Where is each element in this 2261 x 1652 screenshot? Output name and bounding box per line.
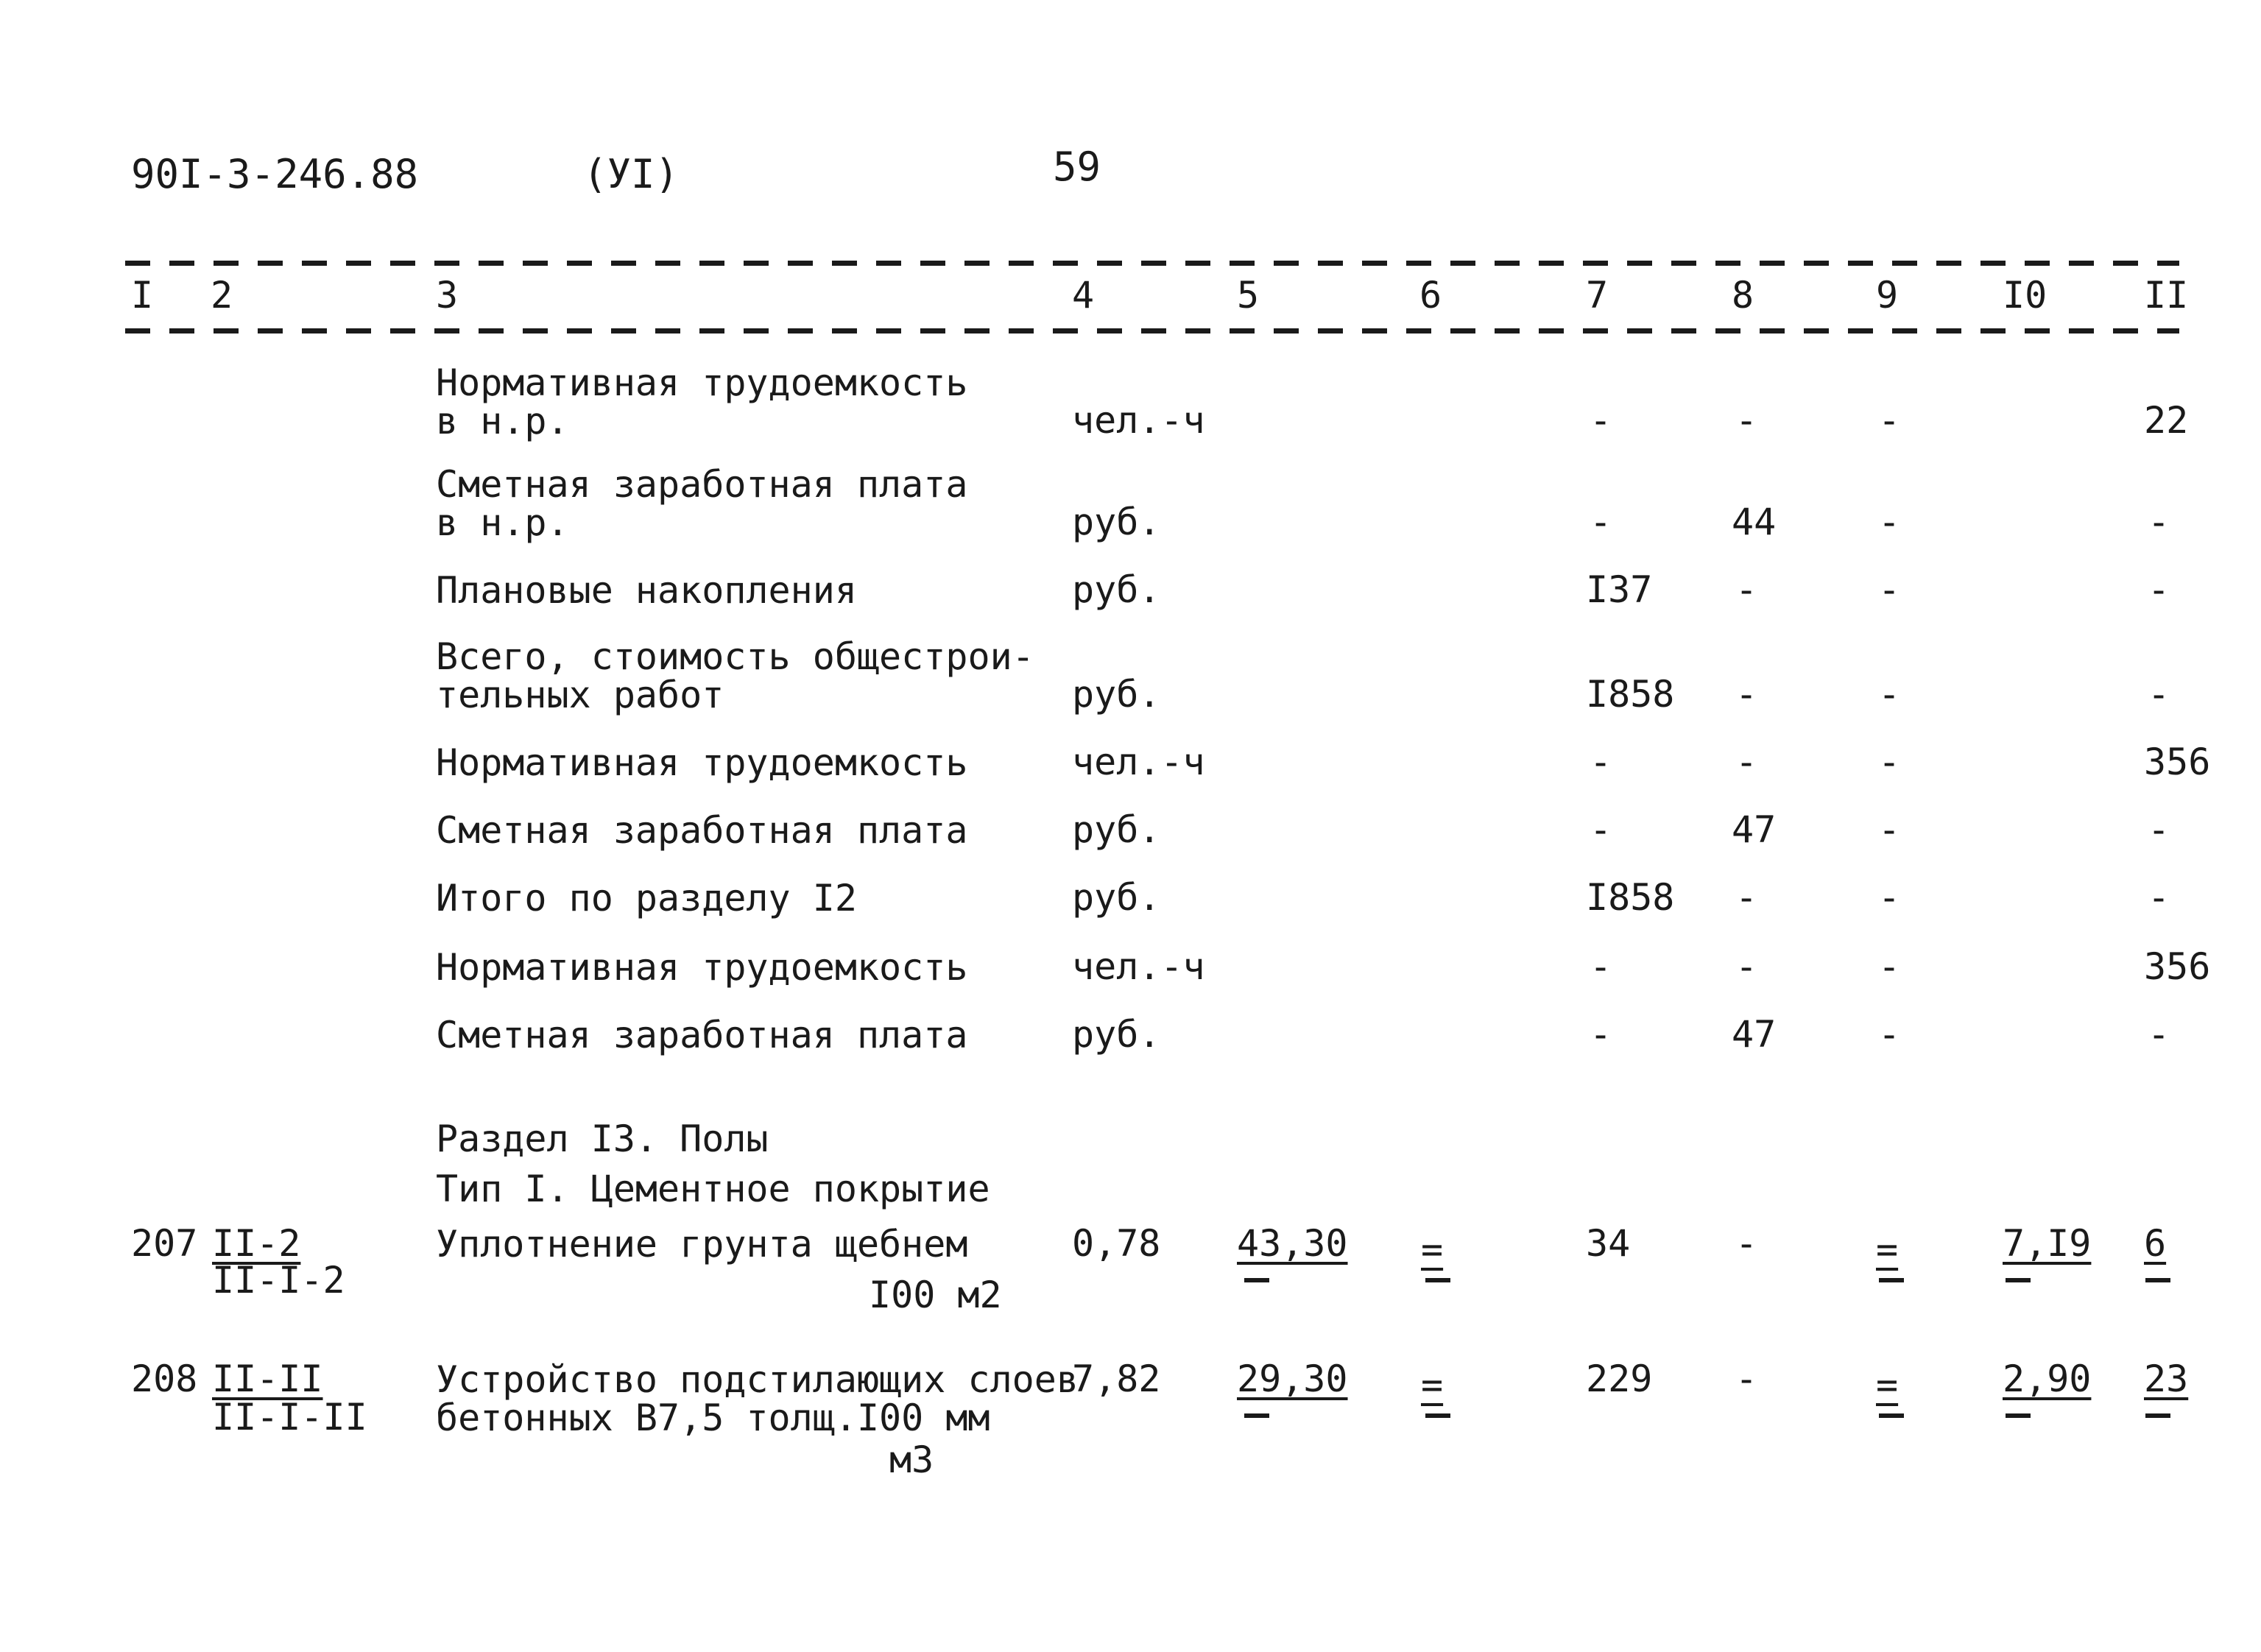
- cell-col7: -: [1589, 501, 1612, 543]
- cell-col11: -: [2147, 808, 2170, 851]
- cell-col8: -: [1735, 673, 1758, 716]
- item-code: II-II: [212, 1358, 323, 1400]
- cell-col11: -: [2147, 1013, 2170, 1056]
- column-header: 3: [436, 274, 459, 317]
- cell-col9: -: [1877, 568, 1901, 611]
- cell-col8: -: [1735, 399, 1758, 442]
- cell-col10: 2,90: [2003, 1358, 2092, 1400]
- cell-col9: -: [1877, 1013, 1901, 1056]
- row-description: Нормативная трудоемкость в н.р.: [436, 361, 968, 442]
- cell-col7: -: [1589, 399, 1612, 442]
- row-description: Плановые накопления: [436, 569, 857, 612]
- underline-mark: [1244, 1413, 1269, 1418]
- section-subtitle: Тип I. Цементное покрытие: [436, 1168, 990, 1210]
- cell-col9: -: [1877, 876, 1901, 919]
- cell-col9: -: [1877, 741, 1901, 783]
- underline-mark: [1425, 1413, 1450, 1418]
- cell-col11: -: [2147, 501, 2170, 543]
- cell-col7: -: [1589, 808, 1612, 851]
- cell-col8: 47: [1732, 808, 1777, 851]
- row-description: Сметная заработная плата в н.р.: [436, 463, 968, 544]
- row-description: Нормативная трудоемкость: [436, 741, 968, 784]
- cell-col9: =: [1876, 1363, 1899, 1406]
- cell-col7: -: [1589, 945, 1612, 988]
- row-unit: руб.: [1072, 501, 1161, 543]
- header-top-rule: [125, 261, 2179, 266]
- column-header: I: [131, 274, 154, 317]
- column-header: 7: [1586, 274, 1609, 317]
- row-description: Устройство подстилающих слоев бетонных В7,5 толщ.I00 мм: [436, 1358, 1079, 1439]
- cell-col10: 7,I9: [2003, 1222, 2092, 1265]
- column-header: I0: [2003, 274, 2047, 317]
- cell-col7: -: [1589, 741, 1612, 783]
- row-description: Всего, стоимость общестрои- тельных работ: [436, 635, 1034, 716]
- cell-col7: -: [1589, 1013, 1612, 1056]
- document-code: 90I-3-246.88: [131, 151, 419, 197]
- row-description: Сметная заработная плата: [436, 1014, 968, 1056]
- cell-col9: -: [1877, 501, 1901, 543]
- column-header: 5: [1237, 274, 1260, 317]
- row-description: Сметная заработная плата: [436, 809, 968, 852]
- cell-col8: -: [1735, 1358, 1758, 1400]
- underline-mark: [2145, 1413, 2170, 1418]
- page-number: 59: [1053, 144, 1101, 190]
- cell-col11: -: [2147, 876, 2170, 919]
- row-unit: руб.: [1072, 568, 1161, 611]
- column-header: 6: [1419, 274, 1442, 317]
- row-unit: I00 м2: [869, 1274, 1002, 1316]
- cell-col11: 356: [2144, 741, 2211, 783]
- column-header: 9: [1876, 274, 1899, 317]
- column-header: II: [2144, 274, 2189, 317]
- cell-col5: 29,30: [1237, 1358, 1348, 1400]
- row-unit: руб.: [1072, 1013, 1161, 1056]
- item-code: II-2: [212, 1222, 301, 1265]
- cell-col8: -: [1735, 1222, 1758, 1265]
- cell-col9: =: [1876, 1228, 1899, 1271]
- cell-col9: -: [1877, 399, 1901, 442]
- cell-col5: 43,30: [1237, 1222, 1348, 1265]
- row-unit: руб.: [1072, 673, 1161, 716]
- cell-col6: =: [1421, 1363, 1444, 1406]
- cell-col6: =: [1421, 1228, 1444, 1271]
- cell-col7: 34: [1586, 1222, 1631, 1265]
- cell-col11: 22: [2144, 399, 2189, 442]
- cell-col9: -: [1877, 808, 1901, 851]
- cell-col11: -: [2147, 673, 2170, 716]
- row-unit: чел.-ч: [1072, 945, 1205, 988]
- cell-col8: -: [1735, 741, 1758, 783]
- cell-col11: 6: [2144, 1222, 2167, 1265]
- row-description: Итого по разделу I2: [436, 877, 857, 919]
- item-number: 207: [131, 1222, 198, 1265]
- column-header: 4: [1072, 274, 1095, 317]
- item-code-secondary: II-I-II: [212, 1396, 367, 1439]
- row-unit: руб.: [1072, 808, 1161, 851]
- row-unit: м3: [889, 1439, 934, 1481]
- cell-col9: -: [1877, 945, 1901, 988]
- underline-mark: [1879, 1413, 1904, 1418]
- underline-mark: [2145, 1278, 2170, 1282]
- cell-col11: -: [2147, 568, 2170, 611]
- row-description: Нормативная трудоемкость: [436, 946, 968, 989]
- cell-col7: I37: [1586, 568, 1653, 611]
- row-unit: руб.: [1072, 876, 1161, 919]
- cell-col11: 23: [2144, 1358, 2189, 1400]
- cell-col9: -: [1877, 673, 1901, 716]
- header-bottom-rule: [125, 328, 2179, 333]
- cell-quantity: 0,78: [1072, 1222, 1161, 1265]
- underline-mark: [2006, 1278, 2031, 1282]
- cell-quantity: 7,82: [1072, 1358, 1161, 1400]
- underline-mark: [1244, 1278, 1269, 1282]
- column-header: 2: [211, 274, 233, 317]
- row-description: Уплотнение грунта щебнем: [436, 1223, 968, 1266]
- underline-mark: [2006, 1413, 2031, 1418]
- underline-mark: [1879, 1278, 1904, 1282]
- cell-col7: 229: [1586, 1358, 1653, 1400]
- cell-col11: 356: [2144, 945, 2211, 988]
- cell-col7: I858: [1586, 876, 1675, 919]
- cell-col8: 44: [1732, 501, 1777, 543]
- row-unit: чел.-ч: [1072, 399, 1205, 442]
- cell-col8: -: [1735, 568, 1758, 611]
- item-number: 208: [131, 1358, 198, 1400]
- cell-col8: -: [1735, 876, 1758, 919]
- row-unit: чел.-ч: [1072, 741, 1205, 783]
- underline-mark: [1425, 1278, 1450, 1282]
- section-mark: (УI): [583, 151, 680, 197]
- section-title: Раздел I3. Полы: [436, 1118, 769, 1160]
- cell-col8: -: [1735, 945, 1758, 988]
- cell-col8: 47: [1732, 1013, 1777, 1056]
- column-header: 8: [1732, 274, 1754, 317]
- item-code-secondary: II-I-2: [212, 1259, 345, 1302]
- cell-col7: I858: [1586, 673, 1675, 716]
